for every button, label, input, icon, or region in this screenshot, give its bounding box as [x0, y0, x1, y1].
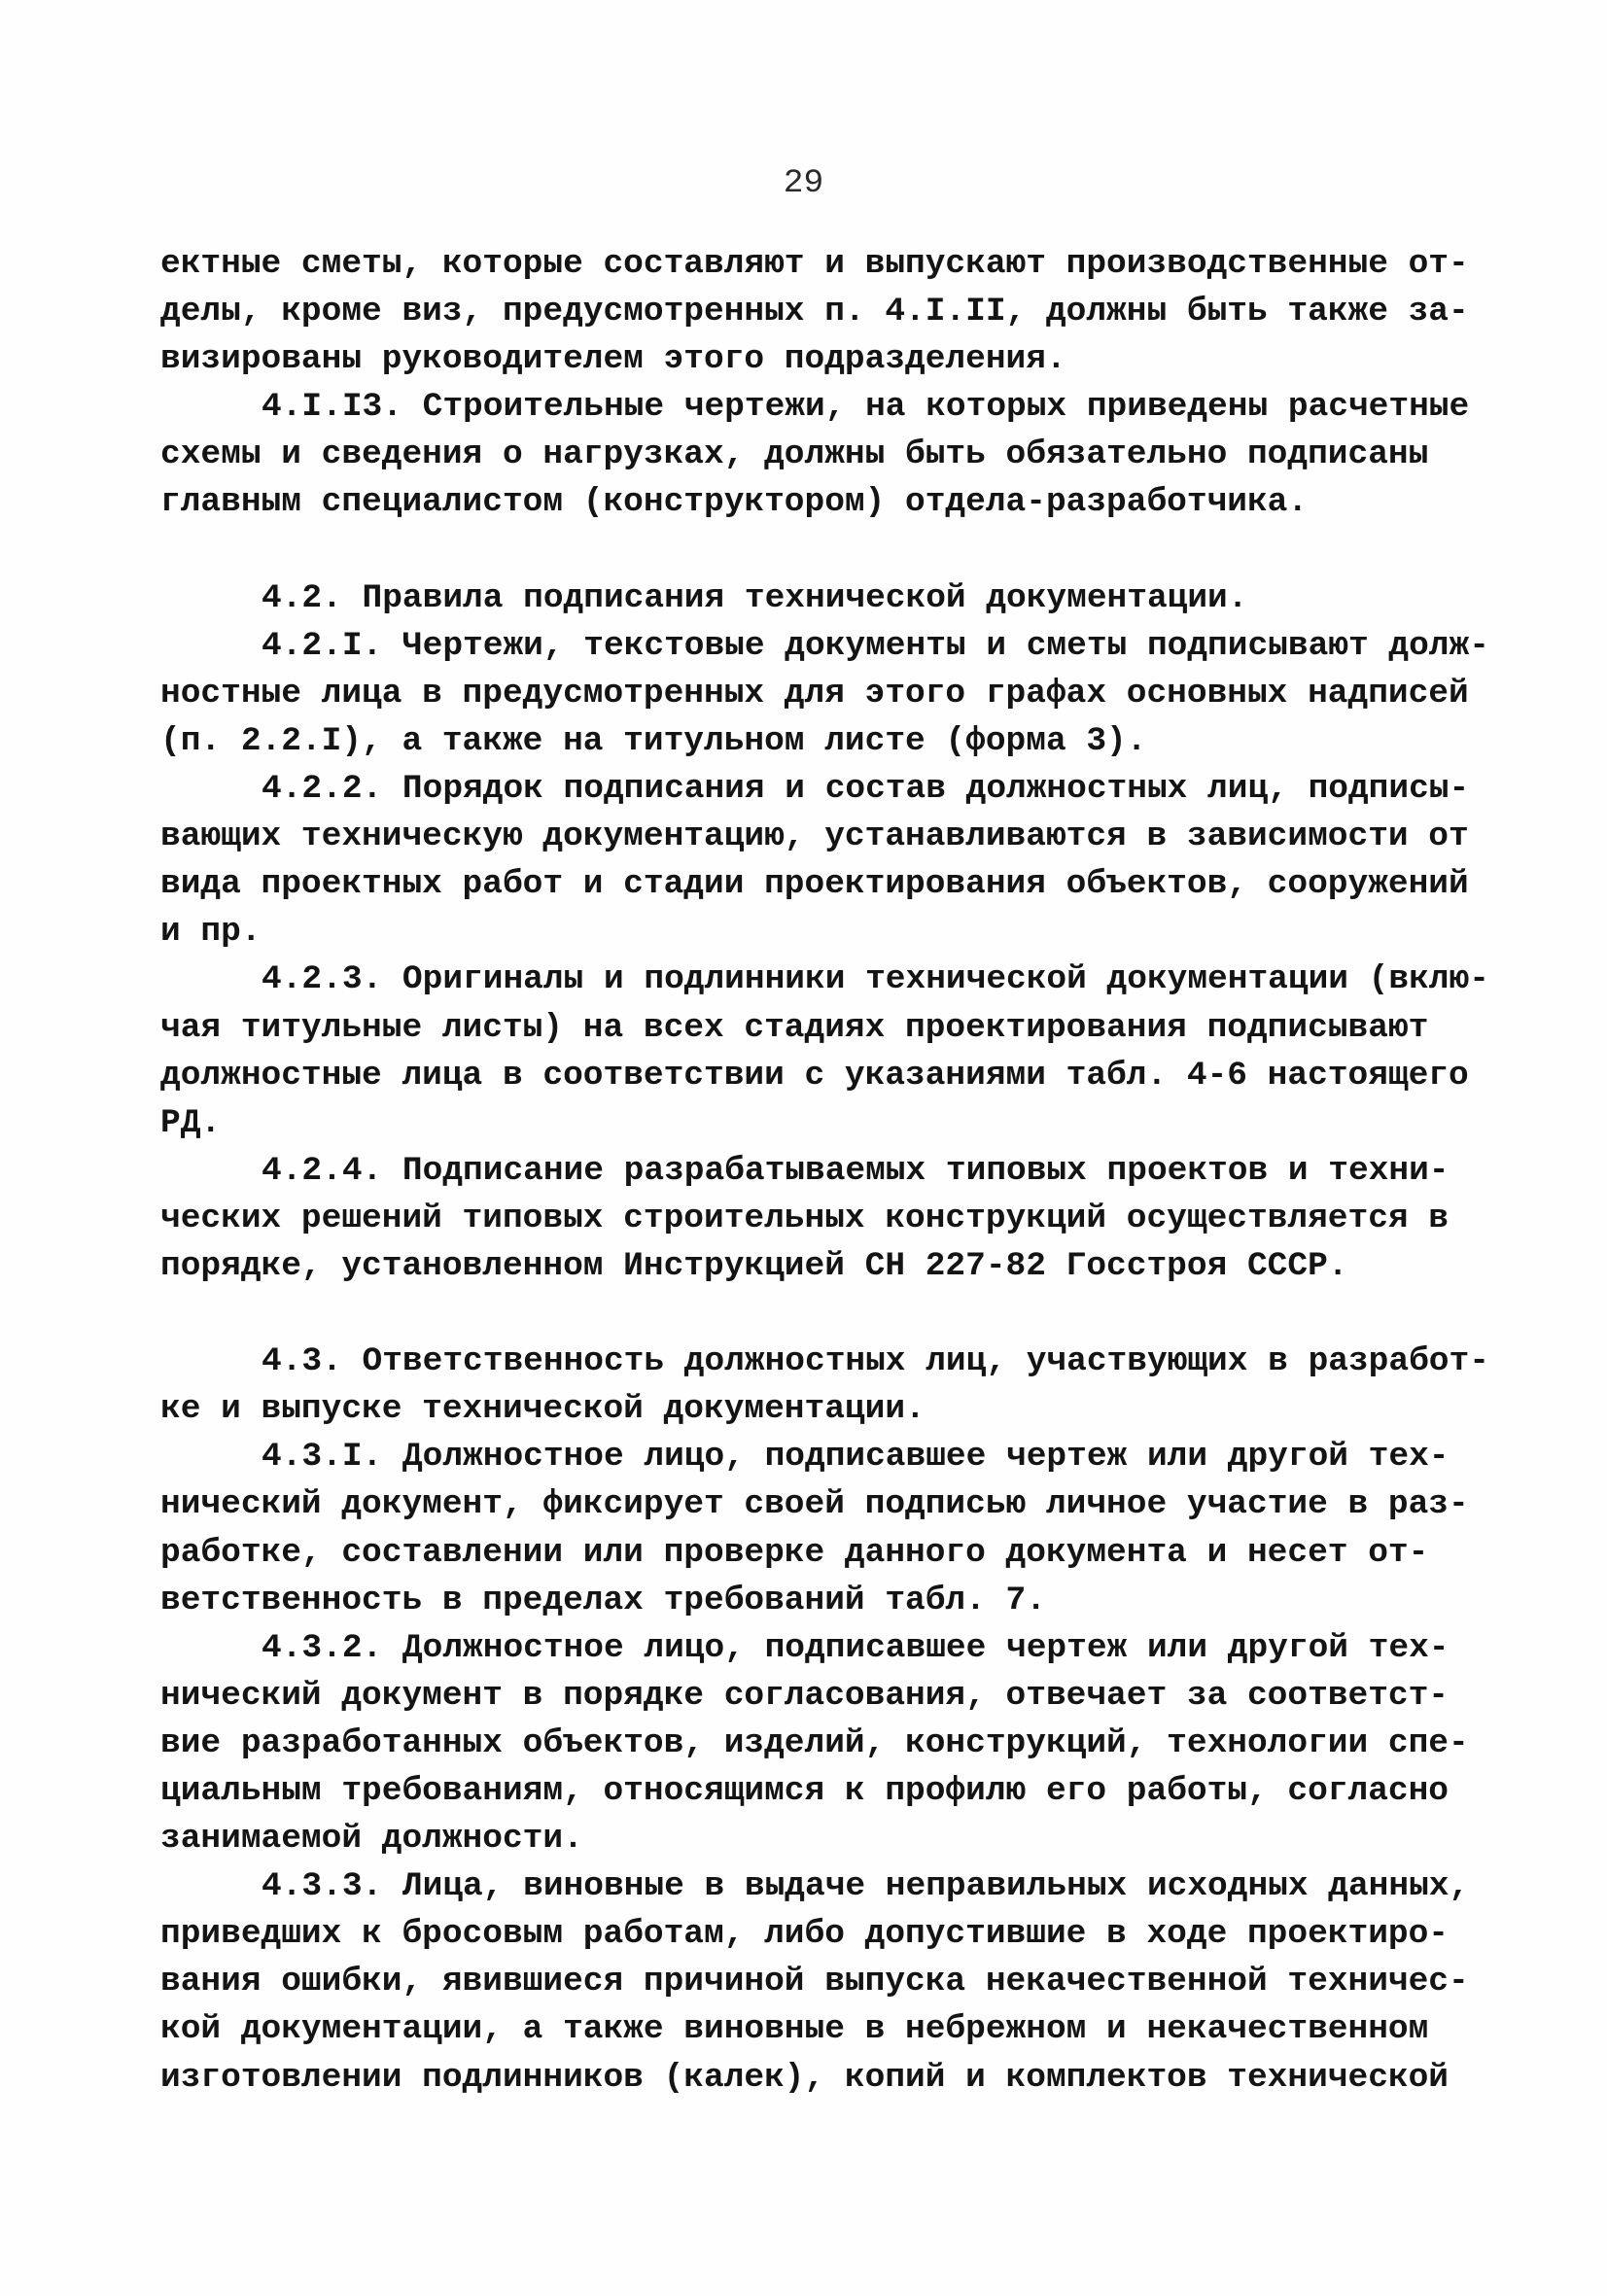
paragraph: [160, 765, 1489, 956]
text-line: 4.3.I. Должностное лицо, подписавшее чертеж или другой тех-: [262, 1438, 1450, 1477]
paragraph: [160, 1433, 1489, 1623]
text-line: порядке, установленном Инструкцией СН 227-82 Госстроя СССР.: [160, 1246, 1348, 1285]
text-line: вающих техническую документацию, устанавливаются в зависимости от: [160, 818, 1469, 856]
text-line: вания ошибки, явившиеся причиной выпуска некачественной техничес-: [160, 1963, 1469, 2001]
text-line: кой документации, а также виновные в небрежном и некачественном: [160, 2010, 1429, 2049]
text-line: нический документ, фиксирует своей подписью личное участие в раз-: [160, 1485, 1469, 1524]
text-line: ностные лица в предусмотренных для этого графах основных надписей: [160, 674, 1469, 713]
text-line: 4.2.2. Порядок подписания и состав должностных лиц, подписы-: [262, 770, 1470, 809]
text-line: ческих решений типовых строительных конструкций осуществляется в: [160, 1199, 1450, 1237]
text-line: занимаемой должности.: [160, 1820, 583, 1859]
paragraph: [160, 956, 1489, 1146]
text-line: 4.2.I. Чертежи, текстовые документы и сметы подписывают долж-: [262, 626, 1489, 665]
text-line: и пр.: [160, 913, 262, 952]
text-line: визированы руководителем этого подразделения.: [160, 340, 1066, 379]
text-line: нический документ в порядке согласования, отвечает за соответст-: [160, 1676, 1450, 1715]
text-line: 4.3.3. Лица, виновные в выдаче неправильных исходных данных,: [262, 1867, 1470, 1906]
text-line: чая титульные листы) на всех стадиях проектирования подписывают: [160, 1008, 1429, 1047]
text-line: (п. 2.2.I), а также на титульном листе (форма 3).: [160, 721, 1147, 760]
section-heading-line: 4.2. Правила подписания технической документации.: [262, 578, 1248, 617]
page-number: 29: [783, 164, 824, 202]
paragraph: [160, 1862, 1489, 2101]
text-line: делы, кроме виз, предусмотренных п. 4.I.II, должны быть также за-: [160, 293, 1469, 331]
section-heading-line: ке и выпуске технической документации.: [160, 1390, 926, 1429]
text-line: РД.: [160, 1103, 222, 1142]
paragraph: [160, 383, 1489, 526]
text-line: работке, составлении или проверке данного документа и несет от-: [160, 1533, 1429, 1572]
text-line: 4.3.2. Должностное лицо, подписавшее чертеж или другой тех-: [262, 1628, 1450, 1667]
text-line: 4.I.I3. Строительные чертежи, на которых приведены расчетные: [262, 388, 1470, 427]
text-line: вие разработанных объектов, изделий, конструкций, технологии спе-: [160, 1723, 1469, 1762]
section-heading-line: 4.3. Ответственность должностных лиц, участвующих в разработ-: [262, 1342, 1489, 1381]
text-line: 4.2.3. Оригиналы и подлинники технической документации (вклю-: [262, 960, 1489, 999]
text-line: должностные лица в соответствии с указаниями табл. 4-6 настоящего: [160, 1056, 1469, 1095]
section: [160, 1338, 1489, 2102]
section-heading: [160, 574, 1489, 622]
document-body: [160, 240, 1489, 2102]
text-line: изготовлении подлинников (калек), копий и комплектов технической: [160, 2058, 1450, 2097]
text-line: схемы и сведения о нагрузках, должны быть обязательно подписаны: [160, 435, 1429, 474]
paragraph: [160, 1147, 1489, 1290]
paragraph: [160, 622, 1489, 765]
text-line: 4.2.4. Подписание разрабатываемых типовых проектов и техни-: [262, 1151, 1450, 1190]
text-line: ветственность в пределах требований табл. 7.: [160, 1581, 1046, 1619]
text-line: главным специалистом (конструктором) отдела-разработчика.: [160, 483, 1309, 522]
paragraph: [160, 1624, 1489, 1862]
text-line: приведших к бросовым работам, либо допустившие в ходе проектиро-: [160, 1915, 1450, 1954]
text-line: вида проектных работ и стадии проектирования объектов, сооружений: [160, 865, 1469, 904]
section-heading: [160, 1338, 1489, 1433]
section: [160, 240, 1489, 527]
paragraph: [160, 240, 1489, 383]
text-line: ектные сметы, которые составляют и выпускают производственные от-: [160, 245, 1469, 283]
text-line: циальным требованиям, относящимся к профилю его работы, согласно: [160, 1772, 1450, 1810]
section: [160, 574, 1489, 1290]
